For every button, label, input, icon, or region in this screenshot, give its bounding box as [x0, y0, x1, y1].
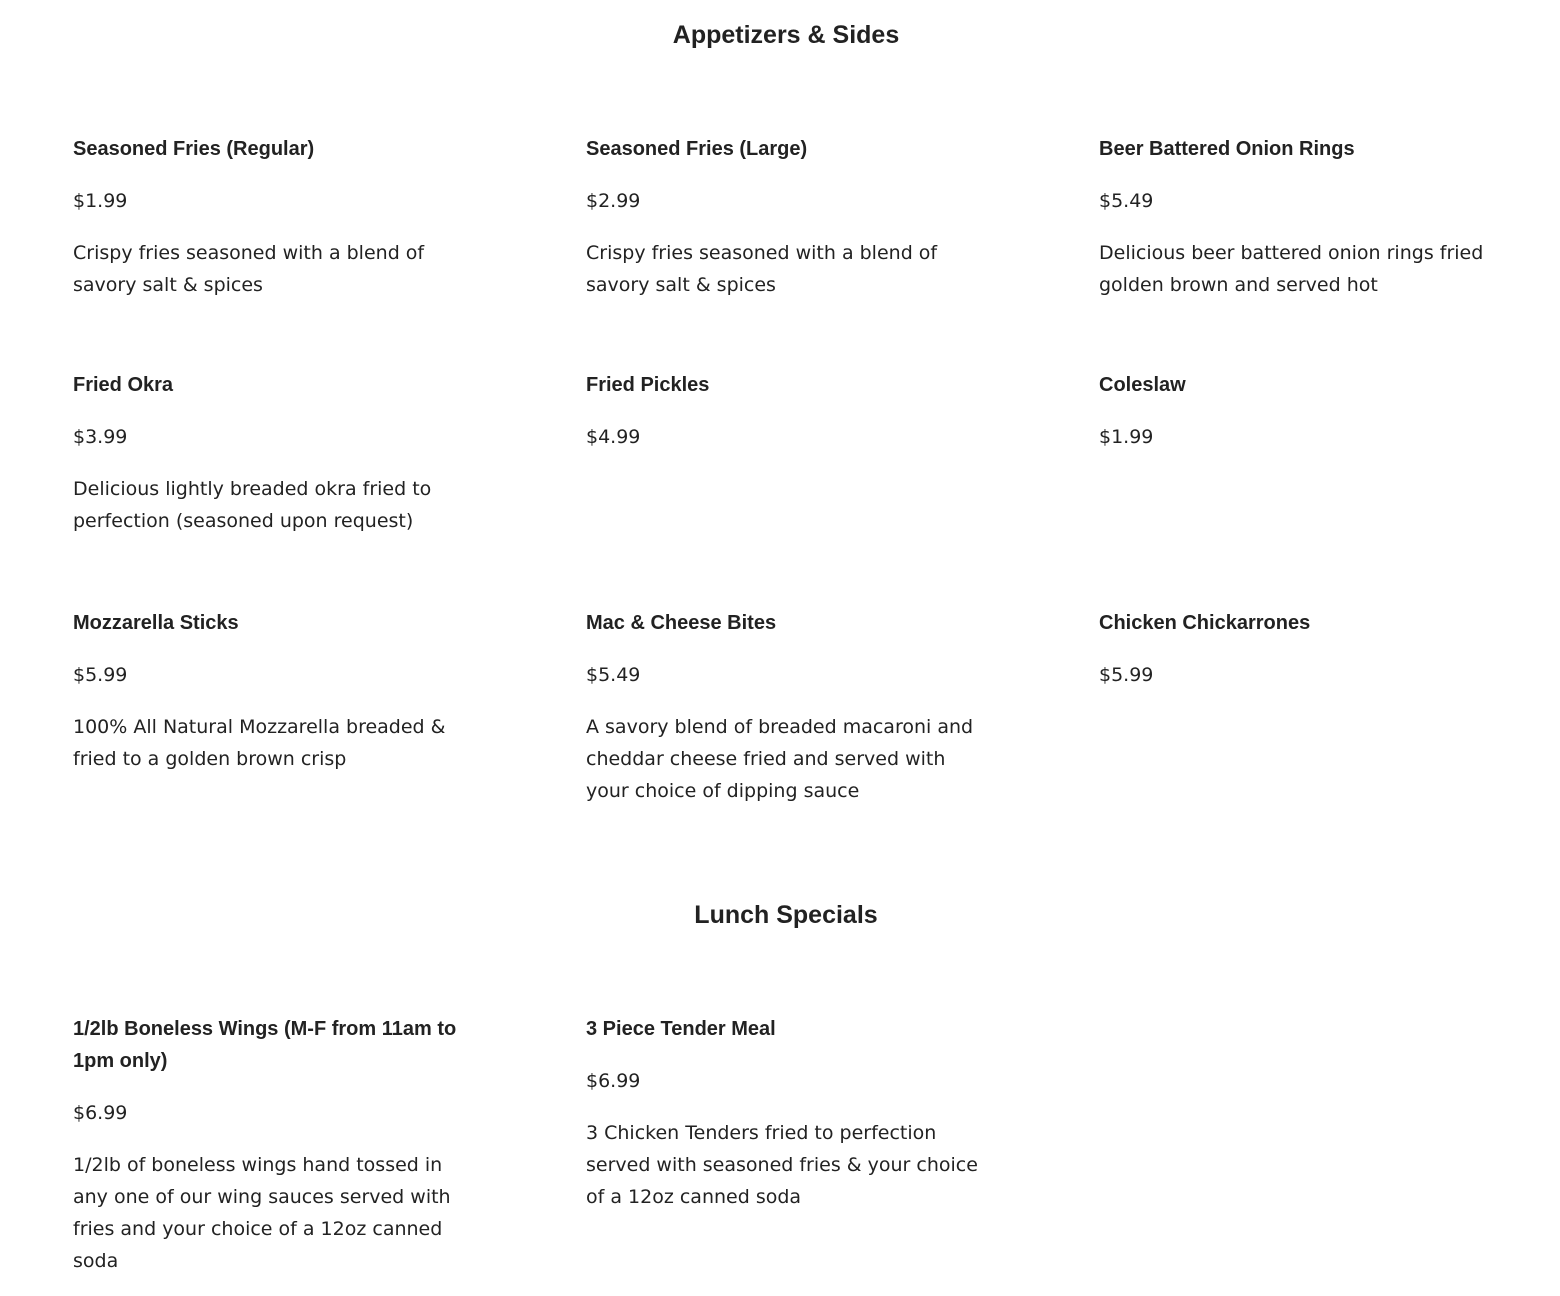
- item-description: Delicious beer battered onion rings fried golden brown and served hot: [1099, 242, 1484, 296]
- item-price: $2.99: [586, 190, 641, 212]
- item-price: $3.99: [73, 426, 128, 448]
- menu-item-seasoned-fries-regular: [73, 133, 473, 301]
- item-price: $5.49: [586, 664, 641, 686]
- menu-item-mac-cheese-bites: [586, 607, 986, 807]
- item-price: $6.99: [73, 1102, 128, 1124]
- menu-item-boneless-wings: [73, 1013, 473, 1277]
- menu-item-coleslaw: [1099, 369, 1499, 453]
- item-description: Crispy fries seasoned with a blend of savory salt & spices: [73, 242, 425, 296]
- item-description: 100% All Natural Mozzarella breaded & fried to a golden brown crisp: [73, 716, 446, 770]
- menu-item-tender-meal: [586, 1013, 986, 1213]
- menu-item-fried-okra: [73, 369, 473, 537]
- item-name: 1/2lb Boneless Wings (M-F from 11am to 1pm only): [73, 1018, 457, 1072]
- item-name: Mac & Cheese Bites: [586, 612, 777, 634]
- item-name: Chicken Chickarrones: [1099, 612, 1311, 634]
- item-name: Seasoned Fries (Large): [586, 138, 808, 160]
- section-title-lunch-specials: Lunch Specials: [694, 901, 878, 929]
- item-price: $5.99: [1099, 664, 1154, 686]
- item-name: Fried Pickles: [586, 374, 710, 396]
- menu-item-fried-pickles: [586, 369, 986, 453]
- menu-item-seasoned-fries-large: [586, 133, 986, 301]
- item-name: Seasoned Fries (Regular): [73, 138, 315, 160]
- item-name: Fried Okra: [73, 374, 174, 396]
- section-title-appetizers: Appetizers & Sides: [672, 21, 900, 49]
- item-price: $4.99: [586, 426, 641, 448]
- item-price: $5.49: [1099, 190, 1154, 212]
- item-price: $1.99: [1099, 426, 1154, 448]
- menu-item-chicken-chickarrones: [1099, 607, 1499, 691]
- item-name: Coleslaw: [1099, 374, 1186, 396]
- item-name: 3 Piece Tender Meal: [586, 1018, 776, 1040]
- item-description: Crispy fries seasoned with a blend of savory salt & spices: [586, 242, 938, 296]
- item-price: $6.99: [586, 1070, 641, 1092]
- item-description: 1/2lb of boneless wings hand tossed in any one of our wing sauces served with fries and your choice of a 12oz canned soda: [73, 1154, 451, 1272]
- menu-item-mozzarella-sticks: [73, 607, 473, 775]
- item-name: Mozzarella Sticks: [73, 612, 239, 634]
- item-description: Delicious lightly breaded okra fried to perfection (seasoned upon request): [73, 478, 432, 532]
- item-name: Beer Battered Onion Rings: [1099, 138, 1355, 160]
- item-price: $1.99: [73, 190, 128, 212]
- menu-item-onion-rings: [1099, 133, 1499, 301]
- item-price: $5.99: [73, 664, 128, 686]
- item-description: 3 Chicken Tenders fried to perfection served with seasoned fries & your choice of a 12oz canned soda: [586, 1122, 978, 1208]
- item-description: A savory blend of breaded macaroni and cheddar cheese fried and served with your choice of dipping sauce: [586, 716, 974, 802]
